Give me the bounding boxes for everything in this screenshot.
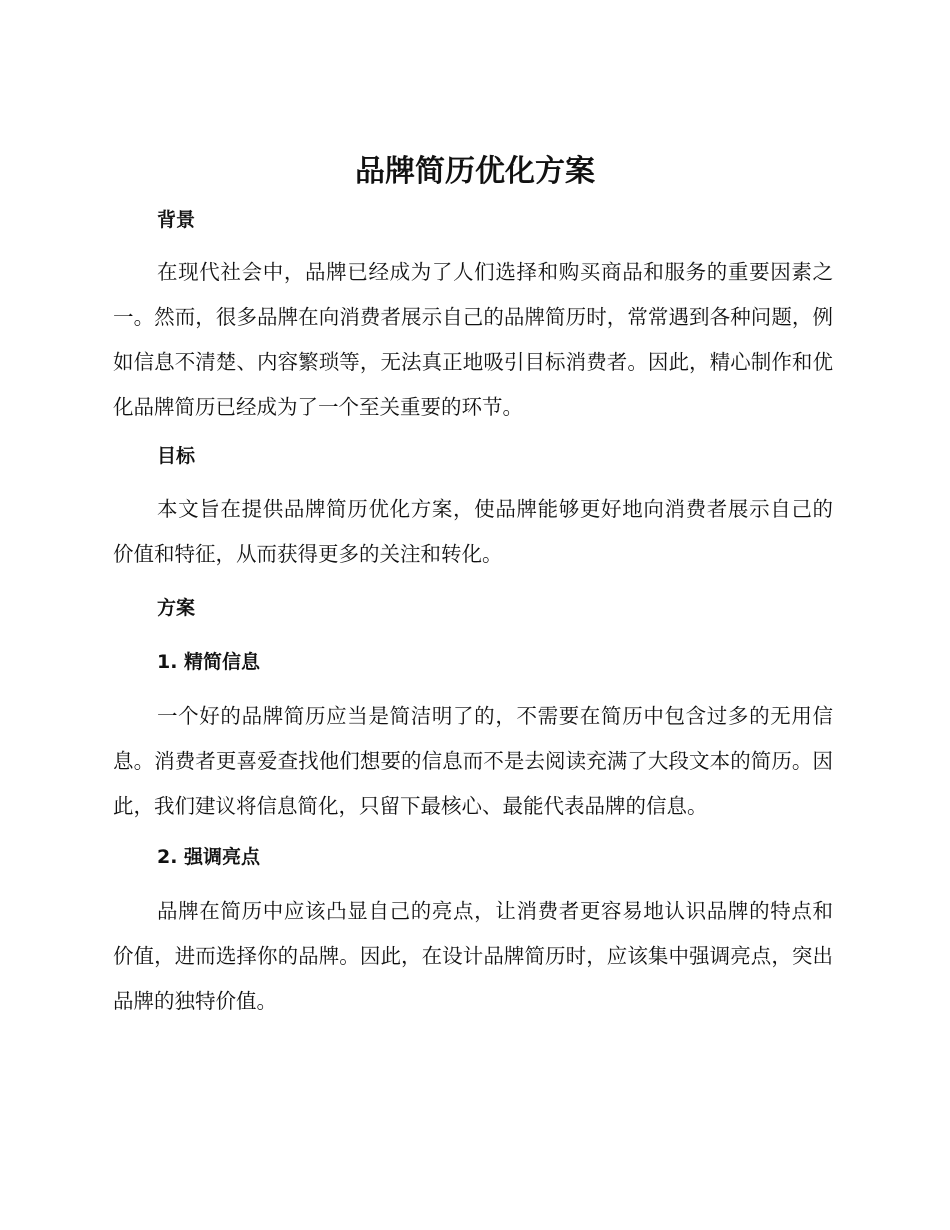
document-title: 品牌简历优化方案 <box>355 154 595 189</box>
section-text-background: 在现代社会中，品牌已经成为了人们选择和购买商品和服务的重要因素之一。然而，很多品牌在向消费者展示自己的品牌简历时，常常遇到各种问题，例如信息不清楚、内容繁琐等，无法真正地吸引目标消费者。因此，精心制作和优化品牌简历已经成为了一个至关重要的环节。 <box>113 260 833 419</box>
subsection-text-highlights: 品牌在简历中应该凸显自己的亮点，让消费者更容易地认识品牌的特点和价值，进而选择你的品牌。因此，在设计品牌简历时，应该集中强调亮点，突出品牌的独特价值。 <box>113 899 833 1013</box>
subsection-heading-highlights: 2. 强调亮点 <box>157 846 261 868</box>
section-text-goal: 本文旨在提供品牌简历优化方案，使品牌能够更好地向消费者展示自己的价值和特征，从而获得更多的关注和转化。 <box>113 497 833 566</box>
subsection-heading-simplify: 1. 精简信息 <box>157 651 261 673</box>
subsection-text-simplify: 一个好的品牌简历应当是简洁明了的，不需要在简历中包含过多的无用信息。消费者更喜爱查找他们想要的信息而不是去阅读充满了大段文本的简历。因此，我们建议将信息简化，只留下最核心、最能代表品牌的信息。 <box>113 704 833 818</box>
section-heading-goal: 目标 <box>157 445 196 467</box>
section-heading-background: 背景 <box>157 209 196 231</box>
section-heading-plan: 方案 <box>157 597 196 619</box>
